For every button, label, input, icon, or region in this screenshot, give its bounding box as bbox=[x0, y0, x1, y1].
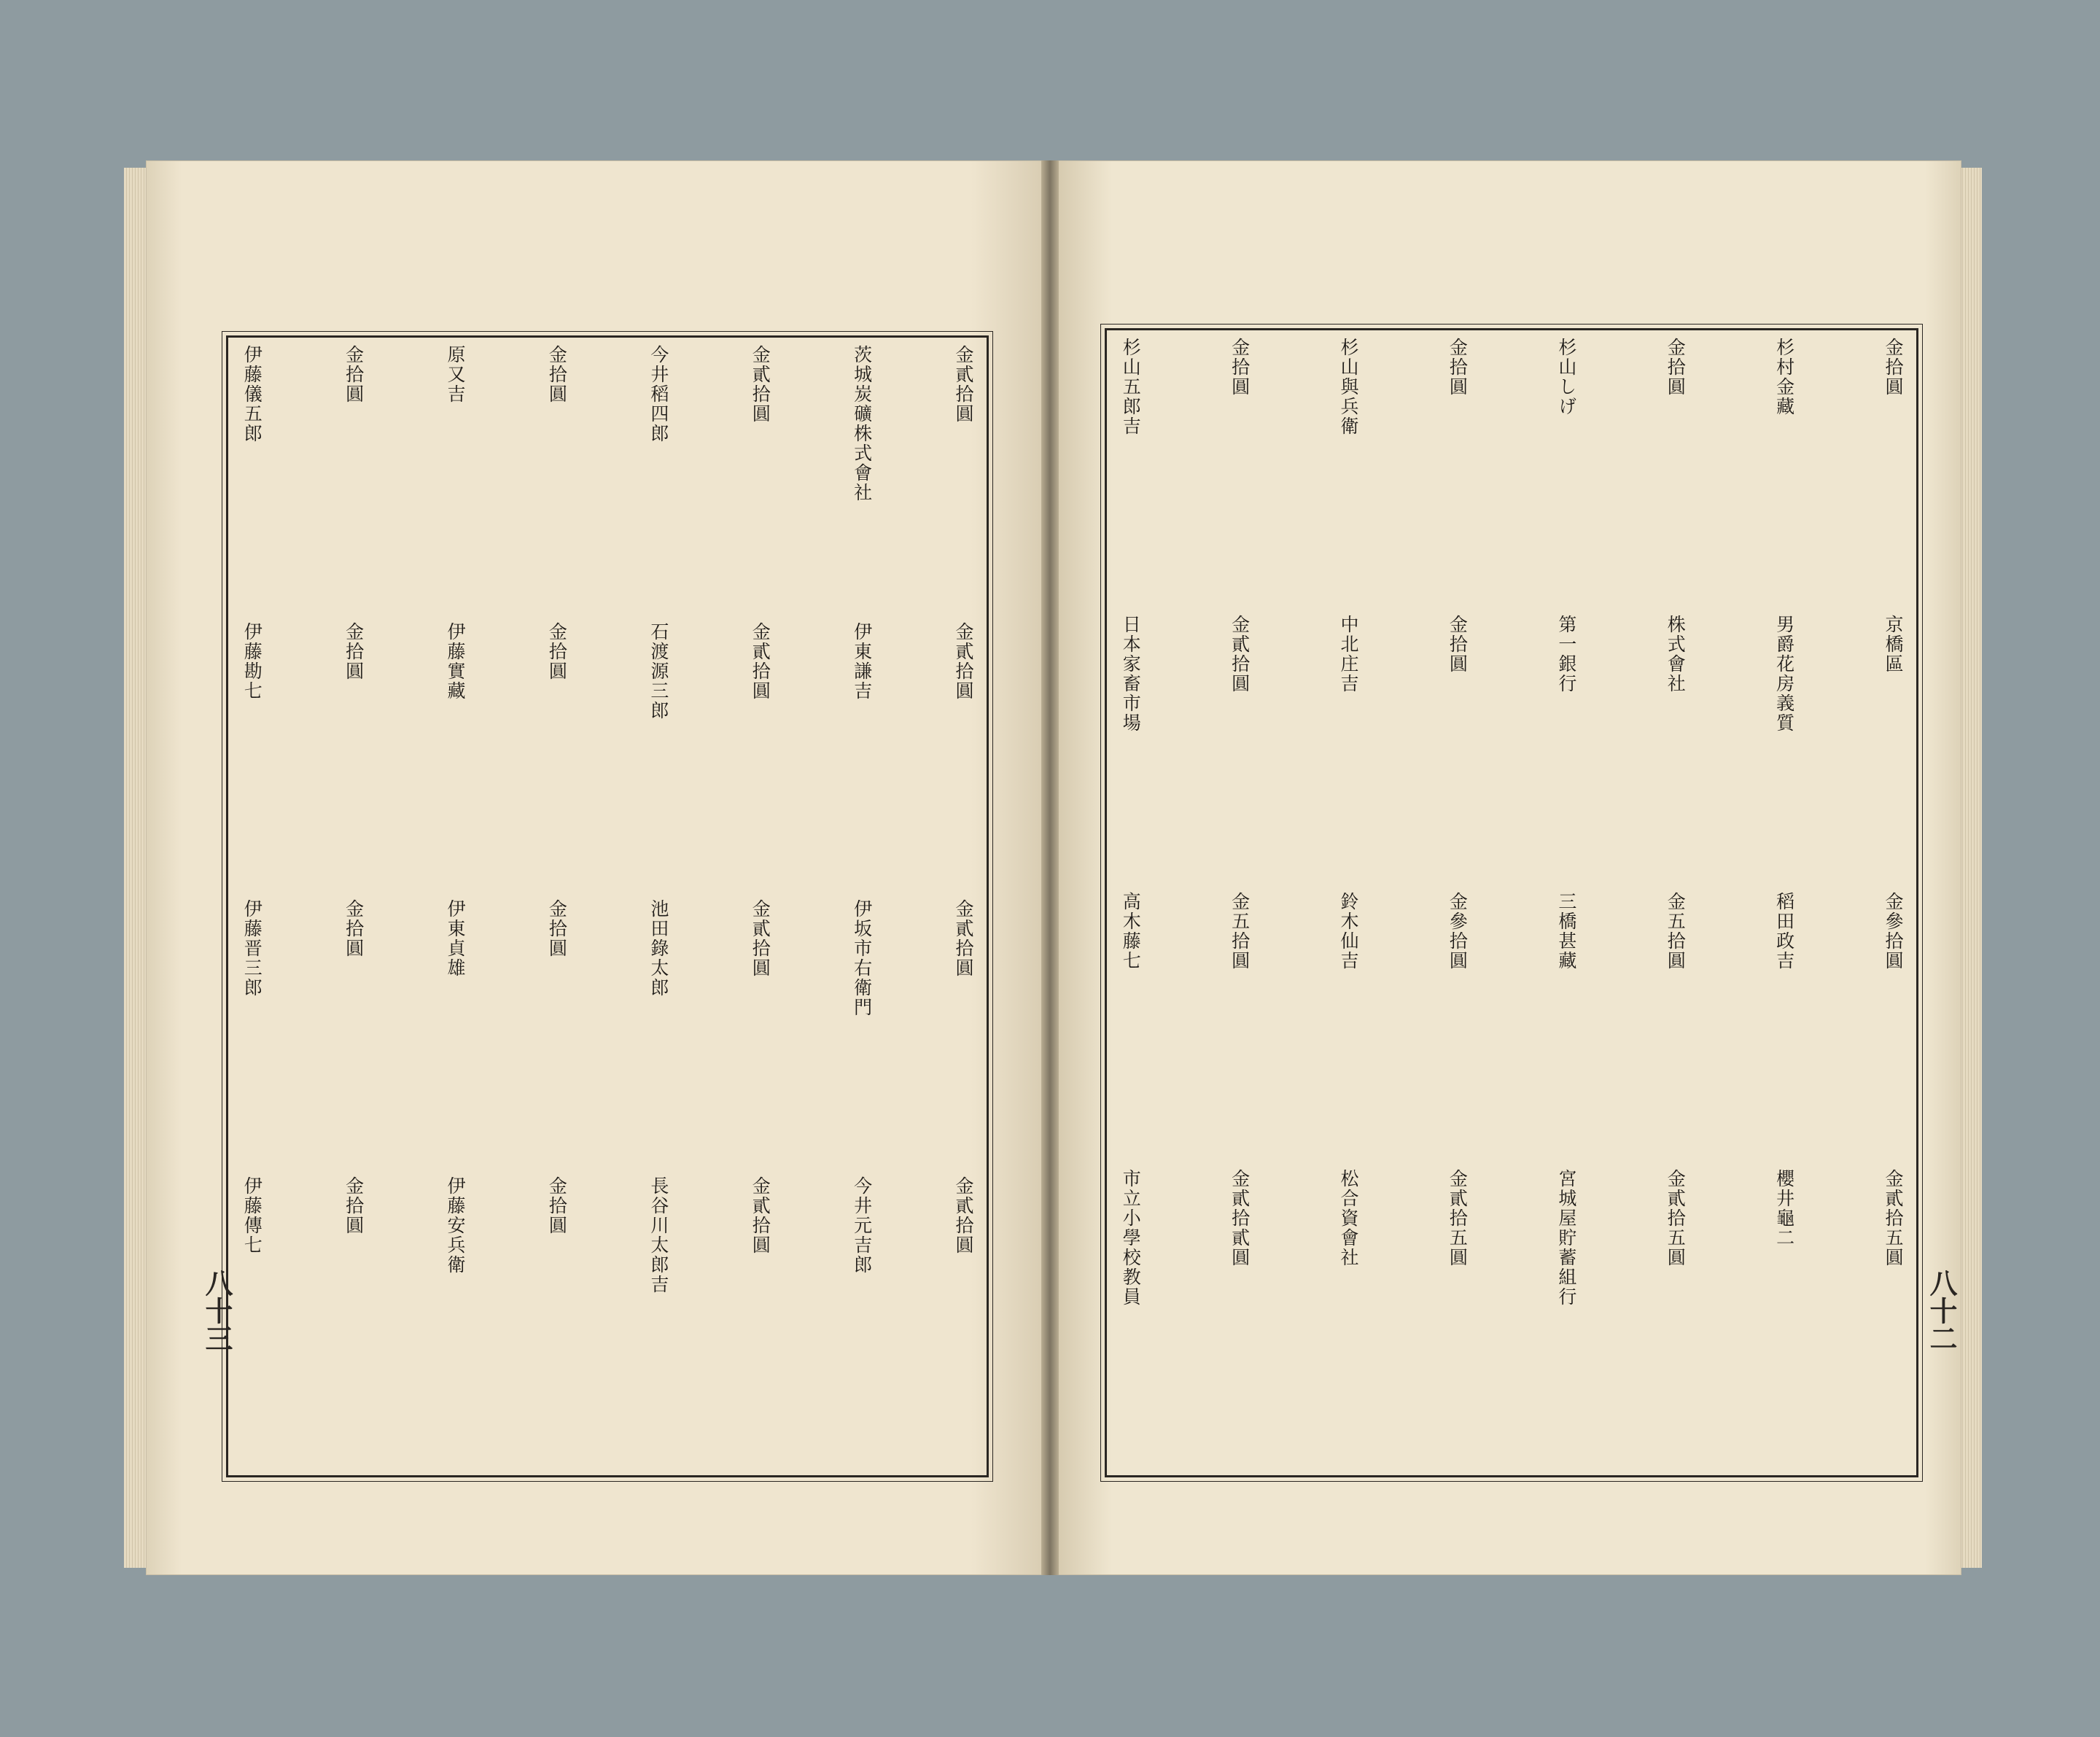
text-column: 池田錄太郎 bbox=[648, 899, 669, 998]
right-page-frame bbox=[1105, 328, 1918, 1477]
text-column: 金參拾圓 bbox=[1882, 892, 1904, 971]
text-column: 石渡源三郎 bbox=[648, 622, 669, 720]
text-column: 金拾圓 bbox=[1447, 338, 1469, 397]
text-column: 株式會社 bbox=[1665, 615, 1687, 693]
text-column: 金貳拾圓 bbox=[750, 899, 771, 978]
text-column: 伊藤實藏 bbox=[445, 622, 467, 701]
text-column: 金貳拾五圓 bbox=[1447, 1169, 1469, 1267]
text-column: 金貳拾圓 bbox=[1229, 615, 1251, 693]
text-column: 金拾圓 bbox=[1229, 338, 1251, 397]
text-column: 伊東謙吉 bbox=[851, 622, 873, 701]
text-column: 金貳拾貳圓 bbox=[1229, 1169, 1251, 1267]
text-column: 金貳拾五圓 bbox=[1665, 1169, 1687, 1267]
text-column: 伊藤儀五郎 bbox=[241, 345, 263, 443]
text-column: 金拾圓 bbox=[546, 1176, 568, 1235]
text-column: 三橋甚藏 bbox=[1555, 892, 1577, 971]
text-column: 金拾圓 bbox=[343, 345, 365, 404]
text-column: 金拾圓 bbox=[1882, 338, 1904, 397]
text-column: 金拾圓 bbox=[546, 899, 568, 958]
text-column: 長谷川太郎吉 bbox=[648, 1176, 669, 1294]
text-column: 金貳拾圓 bbox=[750, 622, 771, 701]
page-number-left: 八十三 bbox=[201, 1269, 233, 1352]
text-column: 金貳拾圓 bbox=[952, 1176, 974, 1255]
text-column: 伊藤勘七 bbox=[241, 622, 263, 701]
text-column: 伊藤安兵衛 bbox=[445, 1176, 467, 1275]
text-column: 金拾圓 bbox=[546, 345, 568, 404]
left-page-edges bbox=[124, 168, 146, 1568]
text-column: 金五拾圓 bbox=[1665, 892, 1687, 971]
text-column: 伊藤晋三郎 bbox=[241, 899, 263, 998]
text-column: 金貳拾五圓 bbox=[1882, 1169, 1904, 1267]
text-column: 金五拾圓 bbox=[1229, 892, 1251, 971]
right-tier-2 bbox=[1117, 615, 1906, 733]
left-tier-4 bbox=[238, 1176, 976, 1294]
text-column: 金參拾圓 bbox=[1447, 892, 1469, 971]
text-column: 伊東貞雄 bbox=[445, 899, 467, 978]
text-column: 今井元吉郎 bbox=[851, 1176, 873, 1275]
text-column: 金貳拾圓 bbox=[750, 345, 771, 424]
text-column: 高木藤七 bbox=[1120, 892, 1142, 971]
text-column: 日本家畜市場 bbox=[1120, 615, 1142, 733]
left-tier-3 bbox=[238, 899, 976, 1017]
text-column: 金拾圓 bbox=[546, 622, 568, 681]
text-column: 伊藤傳七 bbox=[241, 1176, 263, 1255]
text-column: 櫻井龜二 bbox=[1773, 1169, 1795, 1248]
text-column: 金拾圓 bbox=[1665, 338, 1687, 397]
text-column: 第一銀行 bbox=[1555, 615, 1577, 693]
text-column: 金貳拾圓 bbox=[952, 345, 974, 424]
left-page-frame bbox=[226, 335, 989, 1477]
right-tier-1 bbox=[1117, 338, 1906, 436]
right-tier-3 bbox=[1117, 892, 1906, 971]
left-tier-2 bbox=[238, 622, 976, 720]
text-column: 宮城屋貯蓄組行 bbox=[1555, 1169, 1577, 1307]
text-column: 金拾圓 bbox=[1447, 615, 1469, 674]
text-column: 男爵花房義質 bbox=[1773, 615, 1795, 733]
text-column: 松合資會社 bbox=[1338, 1169, 1360, 1267]
text-column: 金拾圓 bbox=[343, 899, 365, 958]
text-column: 金拾圓 bbox=[343, 1176, 365, 1235]
text-column: 稻田政吉 bbox=[1773, 892, 1795, 971]
text-column: 杉村金藏 bbox=[1773, 338, 1795, 416]
text-column: 杉山五郎吉 bbox=[1120, 338, 1142, 436]
text-column: 杉山しげ bbox=[1555, 338, 1577, 416]
page-number-right: 八十二 bbox=[1925, 1269, 1958, 1352]
left-tier-1 bbox=[238, 345, 976, 502]
text-column: 金貳拾圓 bbox=[952, 899, 974, 978]
text-column: 原又吉 bbox=[445, 345, 467, 404]
text-column: 今井稻四郎 bbox=[648, 345, 669, 443]
text-column: 金拾圓 bbox=[343, 622, 365, 681]
text-column: 金貳拾圓 bbox=[750, 1176, 771, 1255]
text-column: 杉山與兵衛 bbox=[1338, 338, 1360, 436]
text-column: 金貳拾圓 bbox=[952, 622, 974, 701]
text-column: 鈴木仙吉 bbox=[1338, 892, 1360, 971]
right-tier-4 bbox=[1117, 1169, 1906, 1307]
text-column: 中北庄吉 bbox=[1338, 615, 1360, 693]
text-column: 伊坂市右衛門 bbox=[851, 899, 873, 1017]
book-gutter bbox=[1041, 160, 1059, 1575]
text-column: 京橋區 bbox=[1882, 615, 1904, 674]
right-page-edges bbox=[1960, 168, 1982, 1568]
text-column: 茨城炭礦株式會社 bbox=[851, 345, 873, 502]
text-column: 市立小學校教員 bbox=[1120, 1169, 1142, 1307]
open-book bbox=[124, 146, 1982, 1590]
